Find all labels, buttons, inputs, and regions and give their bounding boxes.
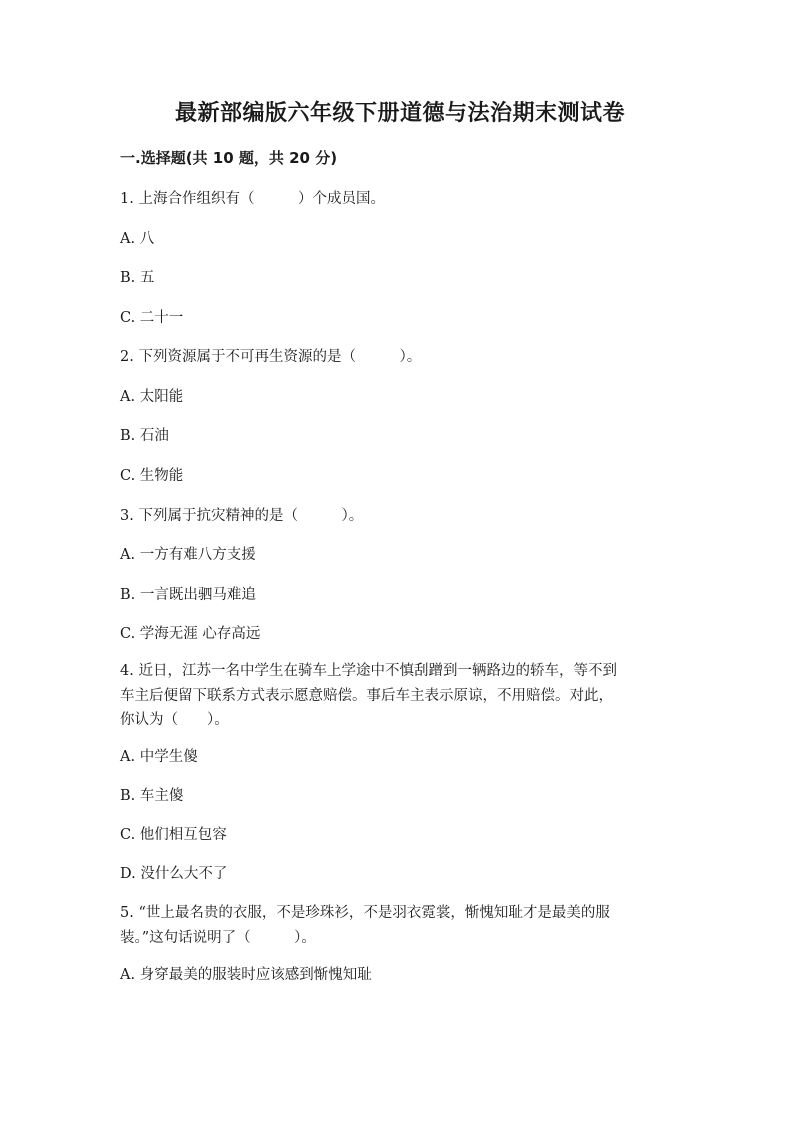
- question-4-option-c: C. 他们相互包容: [120, 827, 227, 843]
- question-2-option-a: A. 太阳能: [120, 389, 184, 405]
- question-4-option-d: D. 没什么大不了: [120, 866, 228, 882]
- question-3-stem: 3. 下列属于抗灾精神的是（ ）。: [120, 508, 364, 524]
- question-2-option-b: B. 石油: [120, 428, 169, 444]
- question-4-stem-line-3: 你认为（ ）。: [120, 712, 229, 728]
- section-heading: 一.选择题(共 10 题，共 20 分): [120, 149, 338, 167]
- question-4-option-a: A. 中学生傻: [120, 749, 198, 765]
- question-3-option-a: A. 一方有难八方支援: [120, 547, 256, 563]
- question-1-stem: 1. 上海合作组织有（ ）个成员国。: [120, 191, 385, 207]
- question-2-stem: 2. 下列资源属于不可再生资源的是（ ）。: [120, 349, 422, 365]
- question-3-option-c: C. 学海无涯 心存高远: [120, 626, 261, 642]
- question-5-stem-line-1: 5. “世上最名贵的衣服，不是珍珠衫，不是羽衣霓裳，惭愧知耻才是最美的服: [120, 905, 610, 921]
- document-title: 最新部编版六年级下册道德与法治期末测试卷: [174, 101, 625, 126]
- question-3-option-b: B. 一言既出驷马难追: [120, 587, 256, 603]
- question-2-option-c: C. 生物能: [120, 468, 184, 484]
- question-1-option-a: A. 八: [120, 231, 155, 247]
- question-4-stem-line-1: 4. 近日，江苏一名中学生在骑车上学途中不慎刮蹭到一辆路边的轿车，等不到: [120, 663, 617, 679]
- question-1-option-c: C. 二十一: [120, 310, 184, 326]
- question-1-option-b: B. 五: [120, 270, 155, 286]
- question-4-option-b: B. 车主傻: [120, 788, 184, 804]
- question-5-option-a: A. 身穿最美的服装时应该感到惭愧知耻: [120, 967, 372, 983]
- question-4-stem-line-2: 车主后便留下联系方式表示愿意赔偿。事后车主表示原谅，不用赔偿。对此，: [120, 688, 613, 704]
- question-5-stem-line-2: 装。”这句话说明了（ ）。: [120, 930, 316, 946]
